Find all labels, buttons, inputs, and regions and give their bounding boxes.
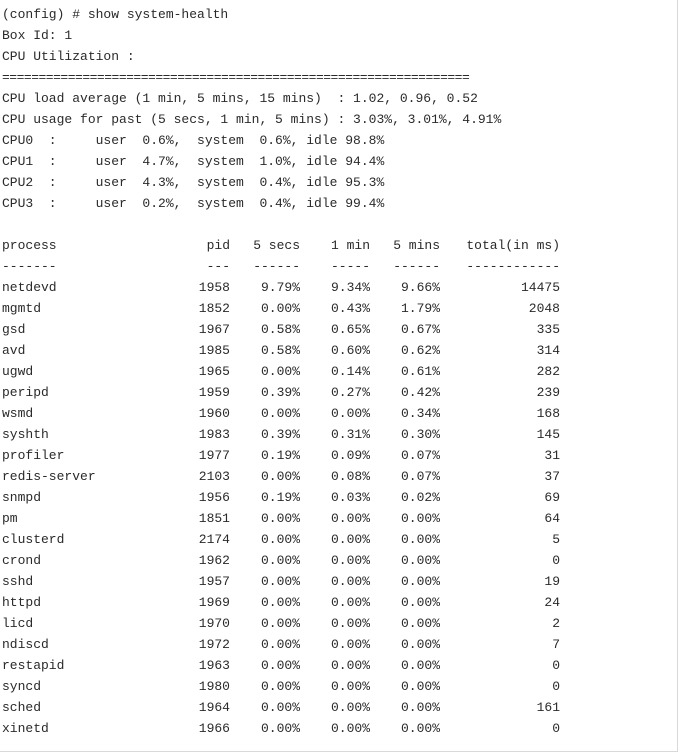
process-5-secs: 0.00% [260, 658, 300, 673]
table-row [2, 529, 560, 550]
process-5-mins: 0.00% [400, 700, 440, 715]
process-pid: 1977 [198, 448, 230, 463]
process-name: wsmd [2, 406, 34, 421]
box-id: Box Id: 1 [2, 28, 73, 43]
process-1-min: 0.03% [330, 490, 370, 505]
process-total: 69 [544, 490, 560, 505]
process-1-min: 9.34% [330, 280, 370, 295]
table-header-row [2, 235, 560, 256]
process-name: syshth [2, 427, 49, 442]
process-5-mins: 9.66% [400, 280, 440, 295]
process-1-min: 0.00% [330, 574, 370, 589]
cpu2-stats: CPU2 : user 4.3%, system 0.4%, idle 95.3% [2, 175, 385, 190]
process-name: restapid [2, 658, 65, 673]
process-pid: 1964 [198, 700, 230, 715]
process-5-mins: 0.00% [400, 511, 440, 526]
table-row [2, 424, 560, 445]
process-name: peripd [2, 385, 49, 400]
process-5-mins: 0.00% [400, 553, 440, 568]
process-pid: 1966 [198, 721, 230, 736]
terminal-output [2, 4, 672, 739]
cpu-usage-past: CPU usage for past (5 secs, 1 min, 5 mins) : 3.03%, 3.01%, 4.91% [2, 112, 502, 127]
process-5-mins: 1.79% [400, 301, 440, 316]
process-total: 145 [536, 427, 560, 442]
process-5-secs: 0.00% [260, 364, 300, 379]
process-name: pm [2, 511, 18, 526]
process-table-body [2, 277, 560, 739]
process-total: 14475 [520, 280, 560, 295]
process-5-mins: 0.07% [400, 448, 440, 463]
table-row [2, 718, 560, 739]
process-total: 161 [536, 700, 560, 715]
process-5-secs: 0.00% [260, 700, 300, 715]
process-5-secs: 0.00% [260, 406, 300, 421]
table-row [2, 298, 560, 319]
table-row [2, 592, 560, 613]
cpu-utilization-label: CPU Utilization : [2, 49, 135, 64]
process-total: 5 [552, 532, 560, 547]
table-row [2, 571, 560, 592]
table-row [2, 676, 560, 697]
process-5-mins: 0.00% [400, 574, 440, 589]
process-total: 239 [536, 385, 560, 400]
process-pid: 1958 [198, 280, 230, 295]
process-name: crond [2, 553, 42, 568]
table-row [2, 277, 560, 298]
process-1-min: 0.00% [330, 511, 370, 526]
dash-1-min: ----- [330, 259, 370, 274]
process-1-min: 0.00% [330, 721, 370, 736]
process-name: mgmtd [2, 301, 42, 316]
process-1-min: 0.00% [330, 637, 370, 652]
process-pid: 1956 [198, 490, 230, 505]
process-pid: 1965 [198, 364, 230, 379]
process-1-min: 0.00% [330, 553, 370, 568]
process-5-secs: 0.00% [260, 511, 300, 526]
process-name: sched [2, 700, 42, 715]
process-1-min: 0.65% [330, 322, 370, 337]
process-1-min: 0.14% [330, 364, 370, 379]
header-total: total(in ms) [466, 238, 560, 253]
process-pid: 2103 [198, 469, 230, 484]
table-row [2, 487, 560, 508]
table-row [2, 361, 560, 382]
process-1-min: 0.00% [330, 595, 370, 610]
process-5-secs: 0.00% [260, 595, 300, 610]
process-name: ndiscd [2, 637, 49, 652]
process-total: 7 [552, 637, 560, 652]
process-name: licd [2, 616, 34, 631]
table-row [2, 403, 560, 424]
process-5-mins: 0.02% [400, 490, 440, 505]
process-5-secs: 0.19% [260, 448, 300, 463]
process-pid: 1969 [198, 595, 230, 610]
process-pid: 1852 [198, 301, 230, 316]
process-pid: 1962 [198, 553, 230, 568]
process-1-min: 0.00% [330, 700, 370, 715]
process-total: 2048 [528, 301, 560, 316]
process-5-mins: 0.00% [400, 637, 440, 652]
process-name: gsd [2, 322, 26, 337]
process-total: 282 [536, 364, 560, 379]
table-row [2, 655, 560, 676]
table-row [2, 697, 560, 718]
process-5-mins: 0.00% [400, 616, 440, 631]
process-5-secs: 0.00% [260, 616, 300, 631]
process-pid: 1851 [198, 511, 230, 526]
header-5-secs: 5 secs [253, 238, 300, 253]
process-5-secs: 0.00% [260, 469, 300, 484]
process-5-secs: 0.00% [260, 721, 300, 736]
process-pid: 2174 [198, 532, 230, 547]
process-1-min: 0.00% [330, 658, 370, 673]
separator-line: ================================================================ [2, 70, 470, 85]
process-5-secs: 0.00% [260, 532, 300, 547]
process-1-min: 0.09% [330, 448, 370, 463]
process-total: 0 [552, 553, 560, 568]
table-row [2, 634, 560, 655]
process-5-mins: 0.00% [400, 721, 440, 736]
process-5-secs: 0.39% [260, 427, 300, 442]
process-5-secs: 0.58% [260, 343, 300, 358]
process-name: ugwd [2, 364, 34, 379]
process-pid: 1957 [198, 574, 230, 589]
process-name: profiler [2, 448, 65, 463]
process-5-secs: 0.39% [260, 385, 300, 400]
process-5-mins: 0.07% [400, 469, 440, 484]
process-total: 37 [544, 469, 560, 484]
table-row [2, 508, 560, 529]
process-total: 64 [544, 511, 560, 526]
table-row [2, 613, 560, 634]
process-1-min: 0.60% [330, 343, 370, 358]
process-5-secs: 0.00% [260, 679, 300, 694]
process-1-min: 0.00% [330, 406, 370, 421]
process-5-mins: 0.34% [400, 406, 440, 421]
process-5-mins: 0.62% [400, 343, 440, 358]
header-1-min: 1 min [330, 238, 370, 253]
dash-total: ------------ [466, 259, 560, 274]
header-process: process [2, 238, 57, 253]
process-1-min: 0.00% [330, 532, 370, 547]
process-name: clusterd [2, 532, 65, 547]
process-total: 19 [544, 574, 560, 589]
process-pid: 1959 [198, 385, 230, 400]
process-5-mins: 0.67% [400, 322, 440, 337]
table-row [2, 319, 560, 340]
process-5-mins: 0.30% [400, 427, 440, 442]
process-5-mins: 0.00% [400, 679, 440, 694]
process-pid: 1980 [198, 679, 230, 694]
process-5-secs: 0.00% [260, 553, 300, 568]
process-total: 31 [544, 448, 560, 463]
process-1-min: 0.00% [330, 679, 370, 694]
process-name: sshd [2, 574, 34, 589]
process-5-mins: 0.00% [400, 532, 440, 547]
process-pid: 1960 [198, 406, 230, 421]
process-1-min: 0.08% [330, 469, 370, 484]
process-total: 0 [552, 721, 560, 736]
dash-pid: --- [206, 259, 230, 274]
process-pid: 1967 [198, 322, 230, 337]
process-total: 0 [552, 679, 560, 694]
process-total: 168 [536, 406, 560, 421]
process-table [2, 235, 560, 739]
header-5-mins: 5 mins [393, 238, 440, 253]
process-name: netdevd [2, 280, 57, 295]
table-dash-row [2, 256, 560, 277]
process-total: 335 [536, 322, 560, 337]
process-total: 2 [552, 616, 560, 631]
process-5-secs: 0.00% [260, 301, 300, 316]
cpu-load-average: CPU load average (1 min, 5 mins, 15 mins) : 1.02, 0.96, 0.52 [2, 91, 478, 106]
command-prompt: (config) # show system-health [2, 7, 229, 22]
process-5-mins: 0.61% [400, 364, 440, 379]
dash-process: ------- [2, 259, 57, 274]
process-pid: 1983 [198, 427, 230, 442]
blank-line [2, 214, 672, 235]
cpu3-stats: CPU3 : user 0.2%, system 0.4%, idle 99.4% [2, 196, 385, 211]
process-pid: 1970 [198, 616, 230, 631]
process-total: 24 [544, 595, 560, 610]
process-name: snmpd [2, 490, 42, 505]
table-row [2, 466, 560, 487]
process-5-mins: 0.42% [400, 385, 440, 400]
process-pid: 1972 [198, 637, 230, 652]
process-name: httpd [2, 595, 42, 610]
cpu1-stats: CPU1 : user 4.7%, system 1.0%, idle 94.4% [2, 154, 385, 169]
cpu0-stats: CPU0 : user 0.6%, system 0.6%, idle 98.8% [2, 133, 385, 148]
process-5-secs: 0.19% [260, 490, 300, 505]
table-row [2, 382, 560, 403]
dash-5-mins: ------ [393, 259, 440, 274]
process-1-min: 0.27% [330, 385, 370, 400]
process-name: syncd [2, 679, 42, 694]
process-5-secs: 9.79% [260, 280, 300, 295]
process-5-secs: 0.58% [260, 322, 300, 337]
process-5-secs: 0.00% [260, 574, 300, 589]
process-pid: 1963 [198, 658, 230, 673]
dash-5-secs: ------ [253, 259, 300, 274]
process-name: xinetd [2, 721, 49, 736]
header-pid: pid [206, 238, 230, 253]
process-5-mins: 0.00% [400, 658, 440, 673]
process-name: redis-server [2, 469, 96, 484]
process-1-min: 0.31% [330, 427, 370, 442]
table-row [2, 550, 560, 571]
process-total: 314 [536, 343, 560, 358]
process-1-min: 0.00% [330, 616, 370, 631]
process-total: 0 [552, 658, 560, 673]
process-5-secs: 0.00% [260, 637, 300, 652]
table-row [2, 445, 560, 466]
table-row [2, 340, 560, 361]
process-1-min: 0.43% [330, 301, 370, 316]
process-name: avd [2, 343, 26, 358]
process-5-mins: 0.00% [400, 595, 440, 610]
process-pid: 1985 [198, 343, 230, 358]
